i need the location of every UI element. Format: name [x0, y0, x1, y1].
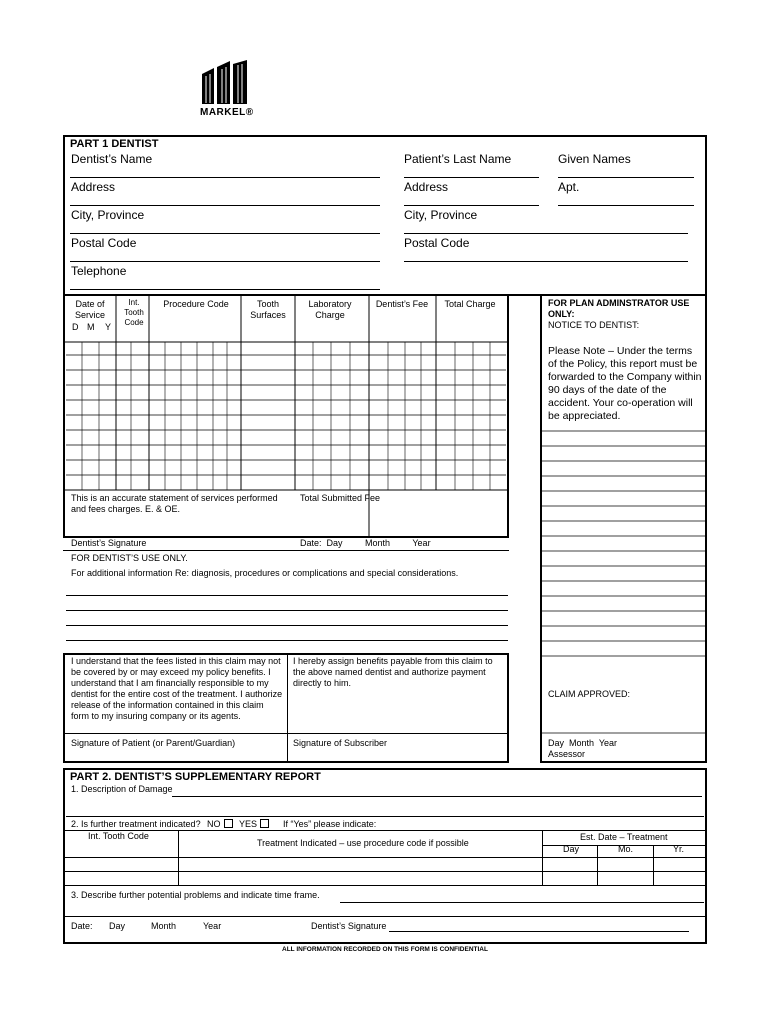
lab-charge-header: Laboratory Charge	[308, 299, 352, 320]
date-of-service-header: Date of Service	[74, 299, 105, 320]
treatment-table-top	[63, 830, 707, 831]
dentist-name-label: Dentist’s Name	[71, 152, 153, 166]
treatment-row-2[interactable]	[63, 871, 707, 872]
consent-sig-line	[63, 733, 509, 734]
consent-divider	[287, 653, 288, 763]
additional-line-1[interactable]	[66, 595, 508, 596]
given-names-line[interactable]	[558, 177, 694, 178]
telephone-line[interactable]	[70, 289, 380, 290]
patient-city-label: City, Province	[404, 208, 478, 222]
please-note-text: Please Note – Under the terms of the Policy, this report must be forwarded to the Company within 90 days of the date of the accident. Your co-operation will be appreciated.	[548, 345, 702, 422]
q1-label: 1. Description of Damage	[71, 784, 173, 794]
patient-address-line[interactable]	[404, 205, 539, 206]
p2-dentist-signature-label: Dentist’s Signature	[311, 921, 387, 931]
markel-logo	[200, 60, 254, 120]
dentists-fee-header: Dentist’s Fee	[375, 299, 429, 309]
yr-col: Yr.	[673, 844, 685, 854]
markel-logo-icon	[200, 60, 250, 106]
treatment-col-4	[653, 845, 654, 885]
patient-last-name-line[interactable]	[404, 177, 539, 178]
if-yes-label: If “Yes” please indicate:	[283, 819, 377, 829]
signature-row-bottom	[63, 550, 509, 551]
telephone-label: Telephone	[71, 264, 127, 278]
int-tooth-code-col: Int. Tooth Code	[88, 831, 149, 841]
treatment-row-1[interactable]	[63, 857, 707, 858]
assessor-label: Assessor	[548, 749, 586, 759]
understand-text: I understand that the fees listed in this claim may not be covered by or may exceed my policy benefits. I understand that I am financially responsible to my dentist for the entire cost of the treatment. I authorize release of the information contained in this claim form to my insuring company or its agents.	[71, 656, 283, 721]
additional-line-3[interactable]	[66, 625, 508, 626]
treatment-col-3	[597, 845, 598, 885]
sig-subscriber-label[interactable]: Signature of Subscriber	[293, 738, 388, 748]
mo-col: Mo.	[618, 844, 634, 854]
p2-year-label: Year	[203, 921, 222, 931]
city-line[interactable]	[70, 233, 380, 234]
admin-date-label: Day Month Year	[548, 738, 618, 748]
address-line[interactable]	[70, 205, 380, 206]
notice-label: NOTICE TO DENTIST:	[548, 320, 640, 330]
dentist-name-line[interactable]	[70, 177, 380, 178]
sig-patient-label[interactable]: Signature of Patient (or Parent/Guardian)	[71, 738, 236, 748]
est-date-col: Est. Date – Treatment	[580, 832, 668, 842]
for-dentist-use-label: FOR DENTIST’S USE ONLY.	[71, 553, 188, 563]
claim-approved-label: CLAIM APPROVED:	[548, 689, 631, 699]
assign-text: I hereby assign benefits payable from this claim to the above named dentist and authorize payment directly to him.	[293, 656, 493, 688]
part1-heading: PART 1 DENTIST	[70, 138, 159, 150]
confidential-footer: ALL INFORMATION RECORDED ON THIS FORM IS CONFIDENTIAL	[282, 946, 488, 953]
patient-postal-line[interactable]	[404, 261, 688, 262]
date-line-label: Date: Day Month Year	[300, 538, 431, 548]
no-label: NO	[207, 819, 221, 829]
col-d: D	[72, 322, 79, 332]
tooth-surfaces-header: Tooth Surfaces	[250, 299, 286, 320]
patient-address-label: Address	[404, 180, 449, 194]
logo-text: MARKEL®	[200, 107, 254, 118]
accurate-statement: This is an accurate statement of services performed and fees charges. E. & OE.	[71, 493, 278, 514]
address-label: Address	[71, 180, 116, 194]
col-y: Y	[105, 322, 112, 332]
apt-label: Apt.	[558, 180, 580, 194]
q3-line-1[interactable]	[340, 902, 704, 903]
yes-checkbox[interactable]	[260, 819, 269, 828]
yes-label: YES	[239, 819, 258, 829]
p2-day-label: Day	[109, 921, 126, 931]
total-charge-header: Total Charge	[444, 299, 496, 309]
additional-line-4[interactable]	[66, 640, 508, 641]
int-tooth-code-header: Int. Tooth Code	[124, 298, 144, 327]
treatment-indicated-col: Treatment Indicated – use procedure code if possible	[257, 838, 469, 848]
patient-city-line[interactable]	[404, 233, 688, 234]
additional-info-label: For additional information Re: diagnosis, procedures or complications and special considerations.	[71, 568, 459, 578]
treatment-table-bottom	[63, 885, 707, 886]
q1-line-2[interactable]	[66, 816, 704, 817]
no-checkbox[interactable]	[224, 819, 233, 828]
apt-line[interactable]	[558, 205, 694, 206]
procedure-code-header: Procedure Code	[163, 299, 229, 309]
q1-line-1[interactable]	[172, 796, 702, 797]
dentist-signature-label: Dentist’s Signature	[71, 538, 147, 548]
patient-postal-label: Postal Code	[404, 236, 470, 250]
p2-signature-line[interactable]	[389, 931, 689, 932]
total-submitted-fee-label: Total Submitted Fee	[300, 493, 381, 503]
col-m: M	[87, 322, 95, 332]
p2-month-label: Month	[151, 921, 177, 931]
postal-label: Postal Code	[71, 236, 137, 250]
day-col: Day	[563, 844, 580, 854]
q3-label: 3. Describe further potential problems and indicate time frame.	[71, 890, 320, 900]
admin-heading: FOR PLAN ADMINSTRATOR USE ONLY:	[548, 298, 690, 319]
additional-line-2[interactable]	[66, 610, 508, 611]
q2-label: 2. Is further treatment indicated?	[71, 819, 201, 829]
part2-heading: PART 2. DENTIST’S SUPPLEMENTARY REPORT	[70, 771, 321, 783]
patient-last-name-label: Patient’s Last Name	[404, 152, 512, 166]
q3-line-2[interactable]	[63, 916, 707, 917]
city-label: City, Province	[71, 208, 145, 222]
postal-line[interactable]	[70, 261, 380, 262]
p2-date-label: Date:	[71, 921, 93, 931]
given-names-label: Given Names	[558, 152, 631, 166]
